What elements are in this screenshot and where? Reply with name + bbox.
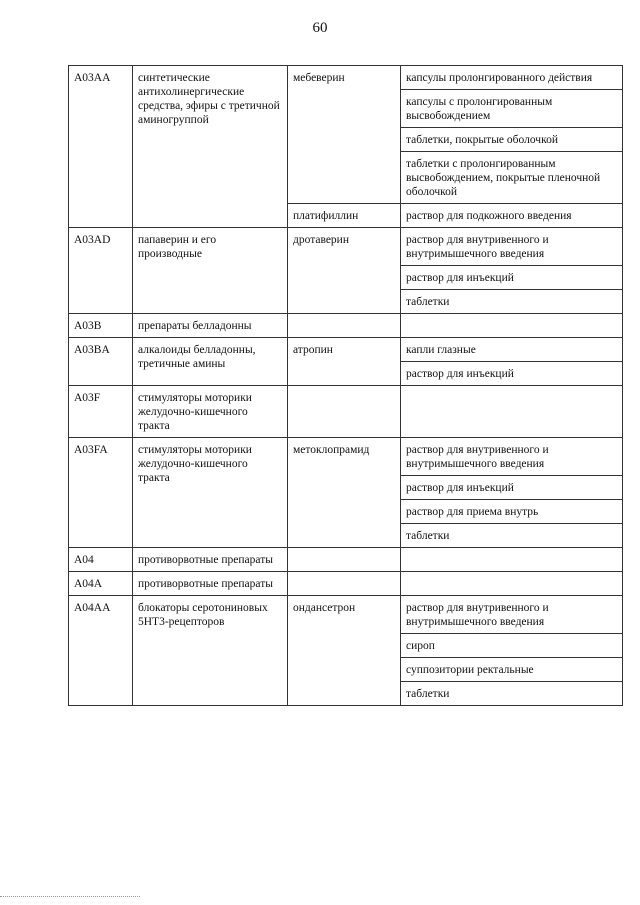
drug-name-cell: метоклопрамид — [288, 438, 401, 548]
dosage-form-cell: раствор для внутривенного и внутримышечного введения — [401, 438, 623, 476]
table-row — [69, 386, 623, 438]
group-name-cell: блокаторы серотониновых 5HT3-рецепторов — [133, 596, 288, 706]
dosage-form-cell — [401, 548, 623, 572]
dosage-form-cell: раствор для инъекций — [401, 476, 623, 500]
table-row — [69, 596, 623, 634]
dosage-form-cell: раствор для внутривенного и внутримышечного введения — [401, 228, 623, 266]
drug-name-cell — [288, 572, 401, 596]
atc-code-cell: A03AD — [69, 228, 133, 314]
group-name-cell: стимуляторы моторики желудочно-кишечного тракта — [133, 386, 288, 438]
dosage-form-cell: капсулы с пролонгированным высвобождением — [401, 90, 623, 128]
drug-table — [68, 65, 623, 706]
drug-name-cell — [288, 314, 401, 338]
group-name-cell: алкалоиды белладонны, третичные амины — [133, 338, 288, 386]
dosage-form-cell: раствор для внутривенного и внутримышечного введения — [401, 596, 623, 634]
atc-code-cell: A03AA — [69, 66, 133, 228]
group-name-cell: противорвотные препараты — [133, 548, 288, 572]
dosage-form-cell: таблетки, покрытые оболочкой — [401, 128, 623, 152]
bottom-rule — [0, 896, 140, 897]
drug-name-cell: мебеверин — [288, 66, 401, 204]
dosage-form-cell: раствор для инъекций — [401, 266, 623, 290]
drug-name-cell: дротаверин — [288, 228, 401, 314]
dosage-form-cell: раствор для подкожного введения — [401, 204, 623, 228]
dosage-form-cell: капли глазные — [401, 338, 623, 362]
dosage-form-cell: таблетки с пролонгированным высвобождением, покрытые пленочной оболочкой — [401, 152, 623, 204]
dosage-form-cell: раствор для приема внутрь — [401, 500, 623, 524]
group-name-cell: синтетические антихолинергические средства, эфиры с третичной аминогруппой — [133, 66, 288, 228]
page-number: 60 — [312, 20, 328, 36]
atc-code-cell: A03B — [69, 314, 133, 338]
drug-name-cell: ондансетрон — [288, 596, 401, 706]
dosage-form-cell — [401, 386, 623, 438]
dosage-form-cell: суппозитории ректальные — [401, 658, 623, 682]
atc-code-cell: A03FA — [69, 438, 133, 548]
dosage-form-cell: таблетки — [401, 290, 623, 314]
table-row — [69, 314, 623, 338]
dosage-form-cell: таблетки — [401, 524, 623, 548]
dosage-form-cell — [401, 314, 623, 338]
dosage-form-cell — [401, 572, 623, 596]
atc-code-cell: A04AA — [69, 596, 133, 706]
table-row — [69, 548, 623, 572]
drug-name-cell: платифиллин — [288, 204, 401, 228]
table-row — [69, 66, 623, 90]
table-row — [69, 228, 623, 266]
drug-name-cell — [288, 386, 401, 438]
table-row — [69, 438, 623, 476]
dosage-form-cell: таблетки — [401, 682, 623, 706]
drug-name-cell: атропин — [288, 338, 401, 386]
atc-code-cell: A03F — [69, 386, 133, 438]
dosage-form-cell: сироп — [401, 634, 623, 658]
table-row — [69, 572, 623, 596]
atc-code-cell: A04 — [69, 548, 133, 572]
dosage-form-cell: раствор для инъекций — [401, 362, 623, 386]
group-name-cell: противорвотные препараты — [133, 572, 288, 596]
atc-code-cell: A03BA — [69, 338, 133, 386]
atc-code-cell: A04A — [69, 572, 133, 596]
dosage-form-cell: капсулы пролонгированного действия — [401, 66, 623, 90]
table-body — [69, 66, 623, 706]
group-name-cell: папаверин и его производные — [133, 228, 288, 314]
group-name-cell: стимуляторы моторики желудочно-кишечного тракта — [133, 438, 288, 548]
drug-name-cell — [288, 548, 401, 572]
table-row — [69, 338, 623, 362]
group-name-cell: препараты белладонны — [133, 314, 288, 338]
